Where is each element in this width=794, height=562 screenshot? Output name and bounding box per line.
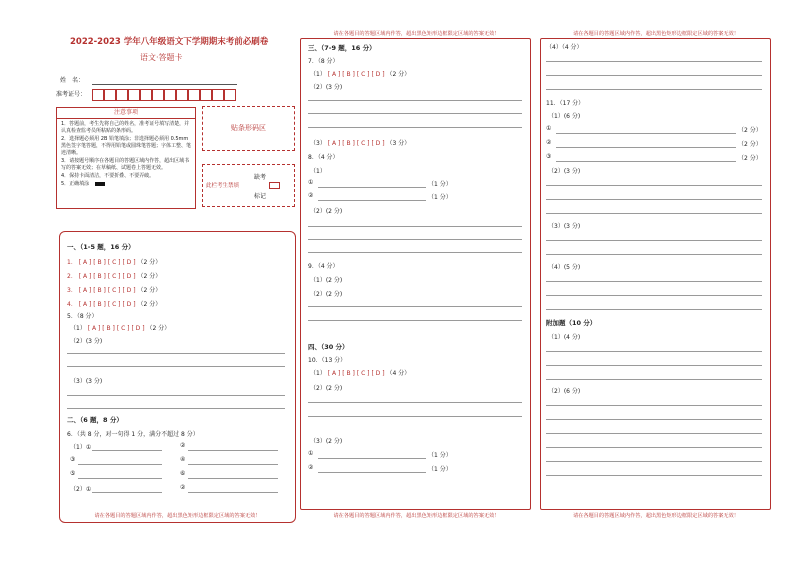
- option-c[interactable]: [ C ]: [107, 259, 121, 266]
- answer-line[interactable]: [556, 161, 736, 162]
- answer-line[interactable]: [546, 447, 762, 448]
- absent-mark-area: [202, 164, 295, 207]
- option-d[interactable]: [ D ]: [122, 273, 136, 280]
- option-c[interactable]: [ C ]: [356, 140, 370, 147]
- absent-no-fill-label: 此栏考生禁填: [206, 183, 240, 189]
- warning-text: 请在各题目的答题区域内作答，超出黑色矩形边框限定区域的答案无效！: [94, 513, 261, 519]
- answer-line[interactable]: [308, 239, 522, 240]
- barcode-label: 贴条形码区: [231, 124, 266, 132]
- option-a[interactable]: [ A ]: [327, 71, 341, 78]
- blank-marker: ①: [308, 450, 314, 457]
- answer-line[interactable]: [308, 306, 522, 307]
- blank-marker: ②: [546, 139, 552, 146]
- answer-line[interactable]: [546, 379, 762, 380]
- option-a[interactable]: [ A ]: [327, 370, 341, 377]
- name-label: 姓 名：: [60, 77, 85, 84]
- question-7: 7．（8 分）: [308, 58, 339, 65]
- answer-line[interactable]: [318, 458, 426, 459]
- sub-question-number: （1）: [70, 325, 86, 332]
- answer-line[interactable]: [318, 187, 426, 188]
- option-d[interactable]: [ D ]: [122, 259, 136, 266]
- sub-question: （3）(3 分): [70, 378, 103, 385]
- question-8: 8．（4 分）: [308, 154, 339, 161]
- answer-line[interactable]: [188, 478, 278, 479]
- section2-title: 二、（6 题，8 分）: [67, 416, 123, 424]
- notes-box: [56, 107, 196, 209]
- sub-question: （4）(5 分): [548, 264, 581, 271]
- score-text: （2 分）: [137, 287, 162, 294]
- sub-question-number: （1）: [310, 71, 326, 78]
- answer-line[interactable]: [67, 408, 285, 409]
- notes-title: 注意事项: [57, 108, 195, 119]
- answer-line[interactable]: [546, 185, 762, 186]
- question-number: 1．: [67, 259, 77, 266]
- score-text: （2 分）: [738, 155, 762, 162]
- blank-marker: （2）①: [70, 486, 92, 493]
- score-text: （2 分）: [386, 71, 411, 78]
- extra-section-title: 附加题（10 分）: [546, 319, 597, 327]
- score-text: （3 分）: [386, 140, 411, 147]
- sub-question: （1）(6 分): [548, 113, 581, 120]
- blank-marker: ③: [546, 153, 552, 160]
- option-c[interactable]: [ C ]: [356, 370, 370, 377]
- option-d[interactable]: [ D ]: [131, 325, 145, 332]
- answer-line[interactable]: [546, 433, 762, 434]
- question-10: 10．（13 分）: [308, 357, 347, 364]
- answer-line[interactable]: [556, 133, 736, 134]
- answer-line[interactable]: [308, 100, 522, 101]
- answer-line[interactable]: [308, 252, 522, 253]
- answer-line[interactable]: [67, 353, 285, 354]
- sub-question: （1）(4 分): [548, 334, 581, 341]
- question-number: 3．: [67, 287, 77, 294]
- sub-question: （1）: [310, 168, 326, 175]
- score-text: （1 分）: [428, 466, 452, 473]
- section3-title: 三、（7-9 题，16 分）: [308, 44, 376, 52]
- answer-line[interactable]: [546, 61, 762, 62]
- option-d[interactable]: [ D ]: [371, 370, 385, 377]
- warning-text: 请在各题目的答题区域内作答，超出黑色矩形边框限定区域的答案无效！: [333, 31, 500, 37]
- score-text: （2 分）: [738, 127, 762, 134]
- blank-marker: ⑥: [180, 470, 186, 477]
- answer-line[interactable]: [546, 295, 762, 296]
- option-a[interactable]: [ A ]: [78, 259, 92, 266]
- answer-line[interactable]: [546, 461, 762, 462]
- option-d[interactable]: [ D ]: [371, 140, 385, 147]
- blank-marker: ④: [180, 456, 186, 463]
- option-c[interactable]: [ C ]: [107, 273, 121, 280]
- blank-marker: ③: [70, 456, 76, 463]
- answer-line[interactable]: [546, 281, 762, 282]
- answer-line[interactable]: [546, 351, 762, 352]
- option-a[interactable]: [ A ]: [78, 287, 92, 294]
- option-b[interactable]: [ B ]: [93, 259, 106, 266]
- sub-question: （2）(3 分): [548, 168, 581, 175]
- answer-line[interactable]: [308, 402, 522, 403]
- answer-panel-right: [540, 38, 771, 510]
- answer-line[interactable]: [78, 464, 162, 465]
- score-text: （1 分）: [428, 194, 452, 201]
- question-11: 11．（17 分）: [546, 100, 585, 107]
- absent-mark-label: 标记: [254, 193, 267, 200]
- sub-question-number: （1）: [310, 370, 326, 377]
- score-text: （2 分）: [738, 141, 762, 148]
- sub-question: （4）（4 分）: [546, 44, 583, 51]
- answer-line[interactable]: [92, 492, 162, 493]
- answer-line[interactable]: [188, 450, 278, 451]
- question-5: 5．（8 分）: [67, 313, 98, 320]
- sub-question: （3）(2 分): [310, 438, 343, 445]
- exam-title: 2022-2023 学年八年级语文下学期期末考前必刷卷: [70, 37, 269, 47]
- score-text: （2 分）: [137, 273, 162, 280]
- option-b[interactable]: [ B ]: [342, 71, 355, 78]
- answer-line[interactable]: [318, 472, 426, 473]
- answer-line[interactable]: [546, 309, 762, 310]
- sub-question: （1）(2 分): [310, 277, 343, 284]
- warning-text: 请在各题目的答题区域内作答，超出黑色矩形边框限定区域的答案无效！: [333, 513, 500, 519]
- option-d[interactable]: [ D ]: [371, 71, 385, 78]
- note-item: 1．答题前，考生先将自己的姓名，准考证号填写清楚，并认真检查监考员所粘贴的条形码。: [61, 121, 190, 134]
- option-a[interactable]: [ A ]: [78, 301, 92, 308]
- answer-line[interactable]: [188, 464, 278, 465]
- option-b[interactable]: [ B ]: [342, 140, 355, 147]
- barcode-area: [202, 106, 295, 151]
- option-b[interactable]: [ B ]: [342, 370, 355, 377]
- sub-question: （2）(3 分): [310, 84, 343, 91]
- answer-line[interactable]: [188, 492, 278, 493]
- score-text: （2 分）: [137, 259, 162, 266]
- answer-line[interactable]: [556, 147, 736, 148]
- answer-line[interactable]: [546, 419, 762, 420]
- score-text: （2 分）: [146, 325, 171, 332]
- option-a[interactable]: [ A ]: [78, 273, 92, 280]
- option-c[interactable]: [ C ]: [356, 71, 370, 78]
- sub-question: （2）(6 分): [548, 388, 581, 395]
- option-b[interactable]: [ B ]: [102, 325, 115, 332]
- option-d[interactable]: [ D ]: [122, 287, 136, 294]
- question-number: 2．: [67, 273, 77, 280]
- answer-line[interactable]: [546, 240, 762, 241]
- option-a[interactable]: [ A ]: [327, 140, 341, 147]
- sub-question: （3）(3 分): [548, 223, 581, 230]
- section1-title: 一、（1-5 题，16 分）: [67, 243, 135, 251]
- score-text: （1 分）: [428, 452, 452, 459]
- sub-question: （2）(2 分): [310, 385, 343, 392]
- answer-line[interactable]: [546, 475, 762, 476]
- option-d[interactable]: [ D ]: [122, 301, 136, 308]
- answer-line[interactable]: [308, 320, 522, 321]
- filled-mark-icon: [95, 182, 105, 186]
- sub-question-number: （3）: [310, 140, 326, 147]
- answer-line[interactable]: [546, 75, 762, 76]
- score-text: （1 分）: [428, 181, 452, 188]
- question-6: 6．（共 8 分，对一句得 1 分，满分不超过 8 分）: [67, 431, 199, 438]
- option-c[interactable]: [ C ]: [107, 301, 121, 308]
- answer-line[interactable]: [546, 405, 762, 406]
- answer-line[interactable]: [546, 365, 762, 366]
- answer-line[interactable]: [546, 199, 762, 200]
- answer-line[interactable]: [78, 478, 162, 479]
- answer-line[interactable]: [546, 213, 762, 214]
- name-field-line[interactable]: [92, 84, 237, 85]
- blank-marker: ①: [308, 179, 314, 186]
- answer-line[interactable]: [318, 200, 426, 201]
- answer-line[interactable]: [308, 226, 522, 227]
- answer-line[interactable]: [92, 450, 162, 451]
- id-label: 准考证号：: [56, 91, 87, 98]
- warning-text: 请在各题目的答题区域内作答，超出黑色矩形边框限定区域的答案无效！: [572, 513, 739, 519]
- blank-marker: （1）①: [70, 444, 92, 451]
- score-text: （4 分）: [386, 370, 411, 377]
- note-item: 3．请按题号顺序在各题目的答题区域内作答，超出区域书写的答案无效；在草稿纸、试题卷上答题无效。: [61, 158, 190, 171]
- fill-example-label: 5．正确填涂: [61, 181, 90, 187]
- blank-marker: ⑤: [70, 470, 76, 477]
- blank-marker: ①: [546, 125, 552, 132]
- answer-line[interactable]: [67, 366, 285, 367]
- option-b[interactable]: [ B ]: [93, 273, 106, 280]
- sub-question: （2）(2 分): [310, 208, 343, 215]
- score-text: （2 分）: [137, 301, 162, 308]
- answer-line[interactable]: [67, 395, 285, 396]
- absent-label: 缺考: [254, 174, 267, 181]
- absent-checkbox[interactable]: [269, 182, 280, 189]
- answer-line[interactable]: [546, 89, 762, 90]
- note-item: 2．选择题必须用 2B 铅笔填涂；非选择题必须用 0.5mm 黑色签字笔答题，不得用铅笔或圆珠笔答题；字体工整、笔迹清晰。: [61, 136, 192, 156]
- blank-marker: ②: [180, 442, 186, 449]
- option-c[interactable]: [ C ]: [107, 287, 121, 294]
- answer-line[interactable]: [308, 416, 522, 417]
- blank-marker: ②: [180, 484, 186, 491]
- exam-subtitle: 语文·答题卡: [140, 53, 183, 62]
- option-c[interactable]: [ C ]: [116, 325, 130, 332]
- blank-marker: ②: [308, 192, 314, 199]
- answer-line[interactable]: [308, 127, 522, 128]
- sub-question: （2）(2 分): [310, 291, 343, 298]
- question-number: 4．: [67, 301, 77, 308]
- answer-line[interactable]: [546, 254, 762, 255]
- option-b[interactable]: [ B ]: [93, 301, 106, 308]
- option-a[interactable]: [ A ]: [87, 325, 101, 332]
- question-9: 9．（4 分）: [308, 263, 339, 270]
- option-b[interactable]: [ B ]: [93, 287, 106, 294]
- warning-text: 请在各题目的答题区域内作答，超出黑色矩形边框限定区域的答案无效！: [572, 31, 739, 37]
- note-item: 4．保持卡面清洁，不要折叠、不要弄破。: [61, 173, 155, 179]
- answer-line[interactable]: [308, 113, 522, 114]
- section4-title: 四、（30 分）: [308, 343, 349, 351]
- sub-question: （2）(3 分): [70, 338, 103, 345]
- blank-marker: ②: [308, 464, 314, 471]
